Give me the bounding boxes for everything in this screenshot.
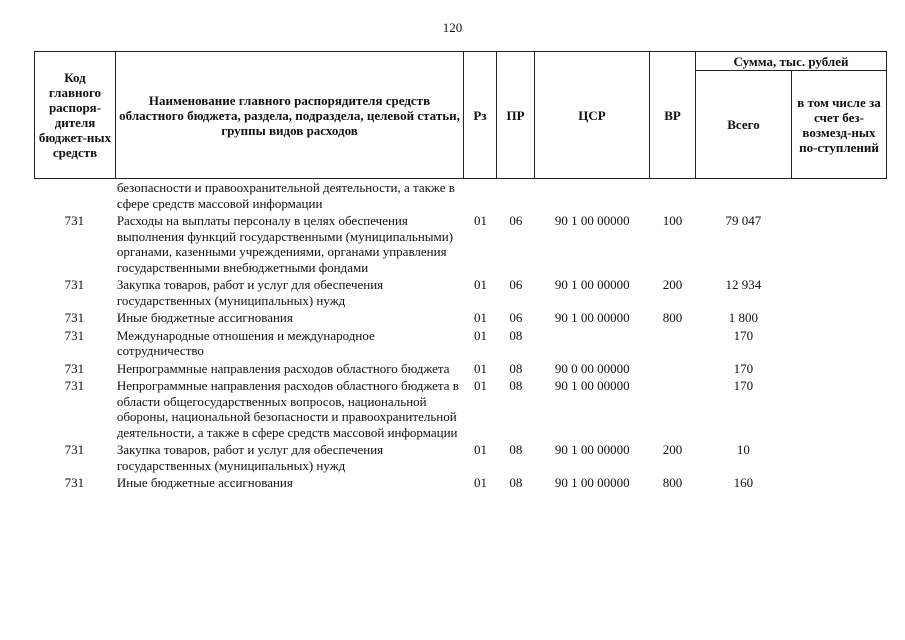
- cell-code: 731: [64, 378, 85, 393]
- header-pr: ПР: [497, 52, 535, 179]
- cell-code: 731: [64, 442, 85, 457]
- table-body: [34, 180, 886, 493]
- table-row: [34, 361, 886, 377]
- header-csr: ЦСР: [535, 52, 650, 179]
- cell-code: 731: [64, 327, 85, 343]
- header-rz: Рз: [464, 52, 497, 179]
- table-row: [34, 475, 886, 491]
- header-vr: ВР: [650, 52, 696, 179]
- header-sum: Сумма, тыс. рублей: [696, 52, 887, 71]
- cell-vr: 200: [662, 277, 683, 292]
- table-row: [34, 180, 886, 211]
- cell-csr: 90 1 00 00000: [554, 277, 630, 292]
- cell-rz: 01: [473, 378, 487, 393]
- cell-name: безопасности и правоохранительной деятельности, а также в сфере средств массовой информации: [116, 180, 455, 211]
- cell-pr: 06: [509, 310, 523, 325]
- cell-pr: 06: [509, 277, 523, 292]
- cell-code: 731: [64, 360, 85, 376]
- table-row: [34, 378, 886, 440]
- cell-csr: 90 1 00 00000: [554, 213, 630, 228]
- table-row: [34, 442, 886, 473]
- cell-code: 731: [64, 213, 85, 228]
- cell-name: Международные отношения и международное сотрудничество: [116, 327, 375, 358]
- cell-name: Закупка товаров, работ и услуг для обеспечения государственных (муниципальных) нужд: [116, 442, 384, 473]
- cell-rz: 01: [473, 360, 487, 376]
- cell-vr: 800: [662, 475, 683, 490]
- cell-rz: 01: [473, 213, 487, 228]
- table-header: [34, 51, 887, 179]
- table-row: [34, 310, 886, 326]
- cell-pr: 08: [509, 327, 523, 343]
- cell-pr: 08: [509, 360, 523, 376]
- cell-rz: 01: [473, 475, 487, 490]
- cell-code: 731: [64, 310, 85, 325]
- cell-name: Иные бюджетные ассигнования: [116, 475, 293, 490]
- table-row: [34, 277, 886, 308]
- cell-rz: 01: [473, 277, 487, 292]
- cell-total: 10: [736, 442, 750, 457]
- cell-name: Непрограммные направления расходов областного бюджета: [116, 360, 450, 376]
- cell-total: 79 047: [725, 213, 762, 228]
- cell-csr: 90 1 00 00000: [554, 475, 630, 490]
- cell-rz: 01: [473, 327, 487, 343]
- cell-vr: 800: [662, 310, 683, 325]
- cell-name: Непрограммные направления расходов областного бюджета в области общегосударственных вопросов, национальной обороны, национальной безопасности и правоохранительной деятельности, а также в сфере средств массовой информации: [116, 378, 459, 440]
- header-total: Всего: [696, 71, 792, 179]
- cell-vr: 200: [662, 442, 683, 457]
- cell-total: 170: [733, 327, 754, 343]
- cell-total: 12 934: [725, 277, 762, 292]
- table-row: [34, 213, 886, 275]
- cell-code: 731: [64, 277, 85, 292]
- header-free: в том числе за счет без-возмезд-ных по-ступлений: [792, 71, 887, 179]
- cell-total: 1 800: [728, 310, 758, 325]
- cell-csr: 90 1 00 00000: [554, 442, 630, 457]
- cell-pr: 08: [509, 442, 523, 457]
- cell-csr: 90 0 00 00000: [554, 360, 630, 376]
- cell-name: Закупка товаров, работ и услуг для обеспечения государственных (муниципальных) нужд: [116, 277, 384, 308]
- cell-name: Расходы на выплаты персоналу в целях обеспечения выполнения функций государственными (муниципальными) органами, казенными учреждениями, органами управления государственными внебюджетными фондами: [116, 213, 454, 275]
- cell-pr: 08: [509, 475, 523, 490]
- table-row: [34, 328, 886, 359]
- cell-code: 731: [64, 475, 85, 490]
- cell-vr: 100: [662, 213, 683, 228]
- cell-rz: 01: [473, 310, 487, 325]
- page-number: 120: [442, 20, 463, 35]
- cell-rz: 01: [473, 442, 487, 457]
- cell-total: 170: [733, 378, 754, 393]
- cell-name: Иные бюджетные ассигнования: [116, 310, 293, 325]
- cell-total: 160: [733, 475, 754, 490]
- cell-total: 170: [733, 360, 754, 376]
- cell-pr: 06: [509, 213, 523, 228]
- cell-pr: 08: [509, 378, 523, 393]
- header-name: Наименование главного распорядителя средств областного бюджета, раздела, подраздела, целевой статьи, группы видов расходов: [116, 52, 464, 179]
- cell-csr: 90 1 00 00000: [554, 310, 630, 325]
- header-code: Код главного распоря-дителя бюджет-ных средств: [35, 52, 116, 179]
- cell-csr: 90 1 00 00000: [554, 378, 630, 393]
